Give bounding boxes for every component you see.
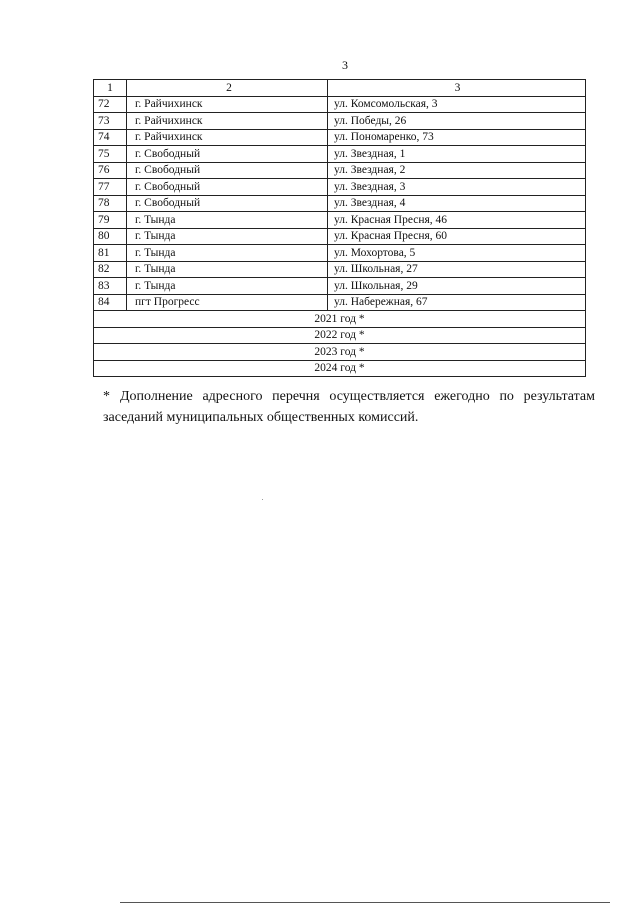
table-row <box>94 179 586 196</box>
city-cell: г. Тында <box>127 261 328 278</box>
street-cell: ул. Пономаренко, 73 <box>328 129 586 146</box>
city-cell: г. Свободный <box>127 179 328 196</box>
street-cell: ул. Звездная, 4 <box>328 195 586 212</box>
year-row <box>94 311 586 328</box>
city-cell: г. Свободный <box>127 195 328 212</box>
footnote <box>103 386 595 428</box>
row-number-cell: 78 <box>94 195 127 212</box>
city-cell: г. Райчихинск <box>127 129 328 146</box>
page-number: 3 <box>342 58 348 72</box>
street-cell: ул. Комсомольская, 3 <box>328 96 586 113</box>
street-cell: ул. Школьная, 27 <box>328 261 586 278</box>
city-cell: г. Свободный <box>127 162 328 179</box>
row-number-cell: 74 <box>94 129 127 146</box>
year-cell: 2024 год * <box>94 360 586 377</box>
city-cell: г. Райчихинск <box>127 96 328 113</box>
header-cell-2: 2 <box>127 80 328 97</box>
row-number-cell: 83 <box>94 278 127 295</box>
scan-speck <box>262 499 263 500</box>
street-cell: ул. Набережная, 67 <box>328 294 586 311</box>
year-row <box>94 360 586 377</box>
table-row <box>94 294 586 311</box>
table-row <box>94 146 586 163</box>
footnote-line-2: заседаний муниципальных общественных комиссий. <box>103 410 419 425</box>
footnote-line-1 <box>103 386 595 407</box>
address-table <box>93 79 586 377</box>
year-cell: 2021 год * <box>94 311 586 328</box>
table-row <box>94 261 586 278</box>
row-number-cell: 81 <box>94 245 127 262</box>
header-cell-1: 1 <box>94 80 127 97</box>
street-cell: ул. Звездная, 1 <box>328 146 586 163</box>
table-row <box>94 245 586 262</box>
street-cell: ул. Красная Пресня, 46 <box>328 212 586 229</box>
table-row <box>94 278 586 295</box>
row-number-cell: 82 <box>94 261 127 278</box>
table-row <box>94 195 586 212</box>
street-cell: ул. Красная Пресня, 60 <box>328 228 586 245</box>
row-number-cell: 80 <box>94 228 127 245</box>
row-number-cell: 84 <box>94 294 127 311</box>
city-cell: г. Райчихинск <box>127 113 328 130</box>
city-cell: г. Тында <box>127 228 328 245</box>
table-row <box>94 212 586 229</box>
year-row <box>94 327 586 344</box>
row-number-cell: 72 <box>94 96 127 113</box>
footnote-text-1: Дополнение адресного перечня осуществляется ежегодно по результатам <box>120 389 595 404</box>
table-row <box>94 228 586 245</box>
row-number-cell: 73 <box>94 113 127 130</box>
city-cell: г. Тында <box>127 212 328 229</box>
city-cell: пгт Прогресс <box>127 294 328 311</box>
row-number-cell: 75 <box>94 146 127 163</box>
scan-bottom-edge <box>120 902 610 903</box>
street-cell: ул. Звездная, 2 <box>328 162 586 179</box>
year-cell: 2022 год * <box>94 327 586 344</box>
street-cell: ул. Мохортова, 5 <box>328 245 586 262</box>
footnote-asterisk: * <box>103 389 110 404</box>
city-cell: г. Тында <box>127 245 328 262</box>
table-row <box>94 129 586 146</box>
table-header-row <box>94 80 586 97</box>
row-number-cell: 76 <box>94 162 127 179</box>
city-cell: г. Тында <box>127 278 328 295</box>
street-cell: ул. Звездная, 3 <box>328 179 586 196</box>
street-cell: ул. Школьная, 29 <box>328 278 586 295</box>
city-cell: г. Свободный <box>127 146 328 163</box>
year-row <box>94 344 586 361</box>
row-number-cell: 79 <box>94 212 127 229</box>
street-cell: ул. Победы, 26 <box>328 113 586 130</box>
address-table-body <box>94 80 586 377</box>
header-cell-3: 3 <box>328 80 586 97</box>
table-row <box>94 96 586 113</box>
row-number-cell: 77 <box>94 179 127 196</box>
table-row <box>94 113 586 130</box>
year-cell: 2023 год * <box>94 344 586 361</box>
table-row <box>94 162 586 179</box>
